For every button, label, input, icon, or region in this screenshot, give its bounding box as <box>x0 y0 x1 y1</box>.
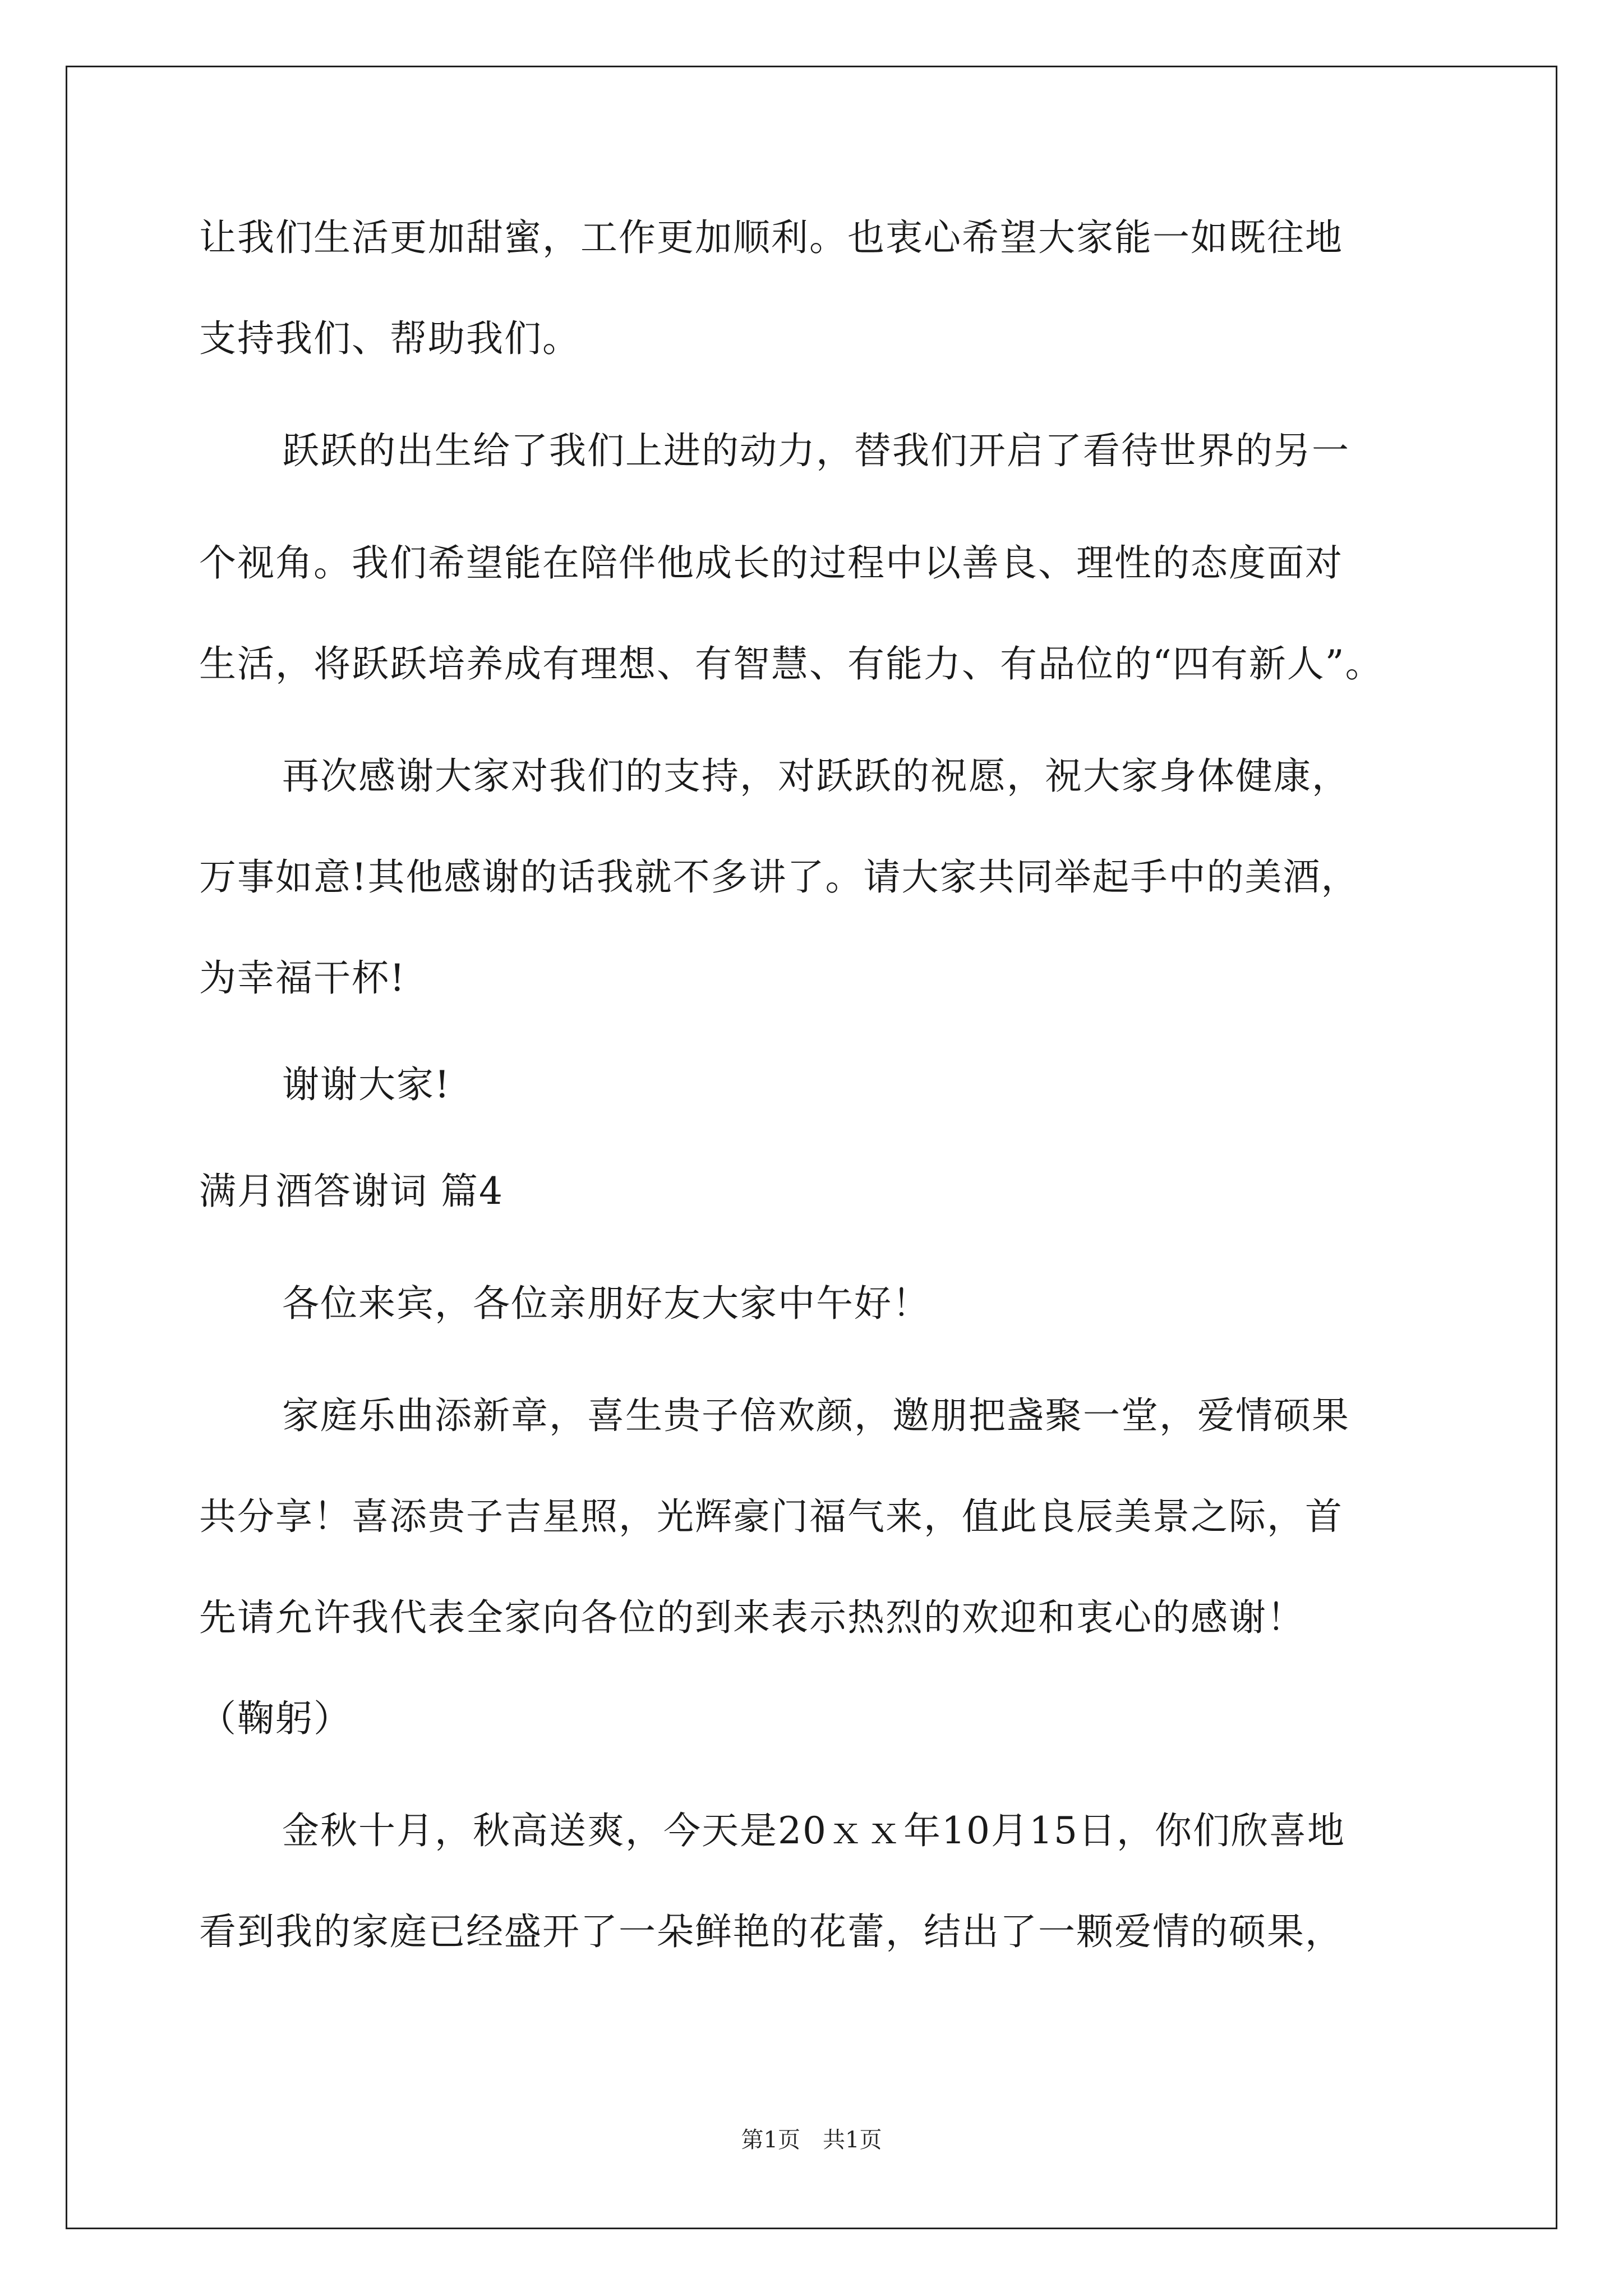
paragraph-line: 家庭乐曲添新章，喜生贵子倍欢颜，邀朋把盏聚一堂，爱情硕果 <box>282 1394 1350 1437</box>
paragraph-line: 让我们生活更加甜蜜，工作更加顺利。也衷心希望大家能一如既往地 <box>199 216 1343 259</box>
paragraph-line: 先请允许我代表全家向各位的到来表示热烈的欢迎和衷心的感谢！ <box>199 1596 1305 1639</box>
paragraph-line: 支持我们、帮助我们。 <box>199 317 580 360</box>
paragraph-line: 看到我的家庭已经盛开了一朵鲜艳的花蕾，结出了一颗爱情的硕果， <box>199 1910 1343 1953</box>
paragraph-line: 为幸福干杯! <box>199 956 406 1000</box>
paragraph-line: 个视角。我们希望能在陪伴他成长的过程中以善良、理性的态度面对 <box>199 541 1343 585</box>
paragraph-line: 再次感谢大家对我们的支持，对跃跃的祝愿，祝大家身体健康， <box>282 754 1350 798</box>
section-heading: 满月酒答谢词 篇4 <box>199 1170 504 1213</box>
paragraph-line: 谢谢大家! <box>282 1063 451 1106</box>
paragraph-line: 各位来宾，各位亲朋好友大家中午好！ <box>282 1282 930 1325</box>
paragraph-line: 万事如意!其他感谢的话我就不多讲了。请大家共同举起手中的美酒， <box>199 855 1359 899</box>
paragraph-line: （鞠躬） <box>199 1697 352 1740</box>
paragraph-line: 金秋十月，秋高送爽，今天是20ｘｘ年10月15日，你们欣喜地 <box>282 1809 1345 1852</box>
paragraph-line: 共分享！喜添贵子吉星照，光辉豪门福气来，值此良辰美景之际，首 <box>199 1495 1343 1538</box>
page-number-footer: 第1页 共1页 <box>741 2127 882 2153</box>
paragraph-line: 跃跃的出生给了我们上进的动力，替我们开启了看待世界的另一 <box>282 429 1350 472</box>
paragraph-line: 生活，将跃跃培养成有理想、有智慧、有能力、有品位的“四有新人”。 <box>199 642 1384 685</box>
page-border <box>66 66 1557 2229</box>
